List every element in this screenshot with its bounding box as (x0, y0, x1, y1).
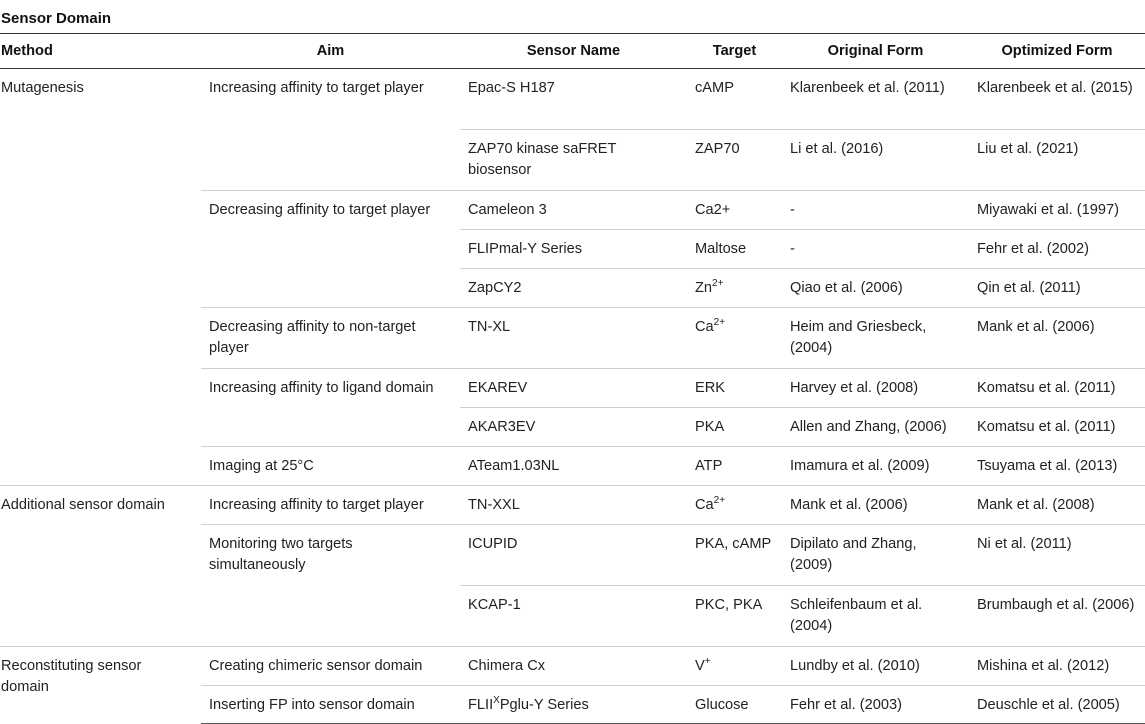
sensor-cell: ZAP70 kinase saFRET biosensor (468, 141, 617, 178)
target-superscript: + (704, 656, 711, 667)
method-cell: Mutagenesis (1, 80, 84, 96)
header-optimized-form: Optimized Form (969, 34, 1145, 69)
sensor-cell: KCAP-1 (468, 597, 521, 613)
header-aim: Aim (201, 34, 460, 69)
original-cell: Li et al. (2016) (790, 141, 884, 157)
original-cell: - (790, 202, 795, 218)
aim-cell: Imaging at 25°C (209, 458, 314, 474)
optimized-cell: Miyawaki et al. (1997) (977, 202, 1119, 218)
target-cell: cAMP (695, 80, 734, 96)
original-cell: Imamura et al. (2009) (790, 458, 930, 474)
aim-cell: Increasing affinity to target player (209, 497, 424, 513)
optimized-cell: Klarenbeek et al. (2015) (977, 80, 1133, 96)
aim-cell: Monitoring two targets simultaneously (209, 536, 353, 573)
target-cell: PKC, PKA (695, 597, 763, 613)
optimized-cell: Fehr et al. (2002) (977, 241, 1089, 257)
sensor-domain-table (0, 33, 1145, 724)
method-cell: Reconstituting sensor domain (1, 658, 142, 695)
sensor-cell: TN-XL (468, 319, 511, 335)
target-text: Zn (695, 280, 713, 296)
original-cell: Dipilato and Zhang, (2009) (790, 536, 917, 573)
optimized-cell: Mishina et al. (2012) (977, 658, 1110, 674)
aim-cell: Inserting FP into sensor domain (201, 686, 460, 724)
original-cell: Lundby et al. (2010) (790, 658, 920, 674)
sensor-text-suffix: Pglu-Y Series (499, 697, 589, 713)
table-title: Sensor Domain (1, 10, 112, 27)
aim-cell: Decreasing affinity to non-target player (209, 319, 416, 356)
target-text: V (695, 658, 705, 674)
target-cell: ZAP70 (695, 141, 740, 157)
method-cell: Additional sensor domain (1, 497, 165, 513)
sensor-cell: FLIPmal-Y Series (468, 241, 583, 257)
optimized-cell: Komatsu et al. (2011) (977, 380, 1116, 396)
original-cell: Heim and Griesbeck, (2004) (790, 319, 927, 356)
target-cell (687, 308, 782, 369)
target-cell (687, 269, 782, 308)
target-cell: PKA (695, 419, 725, 435)
sensor-cell: Cameleon 3 (468, 202, 547, 218)
sensor-cell: Chimera Cx (468, 658, 546, 674)
optimized-cell: Komatsu et al. (2011) (977, 419, 1116, 435)
sensor-cell (460, 686, 687, 724)
target-cell: ATP (695, 458, 723, 474)
optimized-cell: Ni et al. (2011) (977, 536, 1072, 552)
original-cell: Schleifenbaum et al. (2004) (790, 597, 923, 634)
aim-cell: Increasing affinity to ligand domain (209, 380, 434, 396)
target-cell (687, 647, 782, 686)
sensor-cell: EKAREV (468, 380, 528, 396)
sensor-cell: Epac-S H187 (468, 80, 555, 96)
optimized-cell: Mank et al. (2008) (977, 497, 1095, 513)
original-cell: Klarenbeek et al. (2011) (790, 80, 945, 96)
original-cell: Mank et al. (2006) (790, 497, 908, 513)
table-row (0, 486, 1145, 525)
target-superscript: 2+ (712, 278, 724, 289)
optimized-cell: Brumbaugh et al. (2006) (977, 597, 1135, 613)
optimized-cell: Deuschle et al. (2005) (969, 686, 1145, 724)
target-cell: Ca2+ (695, 202, 731, 218)
header-row (0, 34, 1145, 69)
original-cell: Harvey et al. (2008) (790, 380, 919, 396)
target-superscript: 2+ (713, 317, 726, 328)
sensor-text: FLII (468, 697, 494, 713)
target-cell (687, 486, 782, 525)
sensor-cell: ICUPID (468, 536, 518, 552)
aim-cell: Increasing affinity to target player (209, 80, 424, 96)
aim-cell: Decreasing affinity to target player (209, 202, 431, 218)
header-method: Method (0, 34, 201, 69)
optimized-cell: Mank et al. (2006) (977, 319, 1095, 335)
sensor-cell: TN-XXL (468, 497, 520, 513)
target-text: Ca (695, 319, 714, 335)
target-text: Ca (695, 497, 714, 513)
target-cell: Maltose (695, 241, 747, 257)
target-cell: Glucose (687, 686, 782, 724)
sensor-superscript: X (493, 695, 500, 706)
target-cell: PKA, cAMP (695, 536, 772, 552)
target-superscript: 2+ (713, 495, 726, 506)
table-row (0, 69, 1145, 130)
header-original-form: Original Form (782, 34, 969, 69)
original-cell: Qiao et al. (2006) (790, 280, 903, 296)
original-cell: - (790, 241, 795, 257)
header-target: Target (687, 34, 782, 69)
original-cell: Allen and Zhang, (2006) (790, 419, 947, 435)
header-sensor-name: Sensor Name (460, 34, 687, 69)
optimized-cell: Qin et al. (2011) (977, 280, 1081, 296)
sensor-cell: ZapCY2 (468, 280, 522, 296)
optimized-cell: Tsuyama et al. (2013) (977, 458, 1118, 474)
sensor-cell: ATeam1.03NL (468, 458, 560, 474)
sensor-cell: AKAR3EV (468, 419, 536, 435)
table-row (0, 647, 1145, 686)
aim-cell: Creating chimeric sensor domain (209, 658, 423, 674)
optimized-cell: Liu et al. (2021) (977, 141, 1079, 157)
original-cell: Fehr et al. (2003) (782, 686, 969, 724)
target-cell: ERK (695, 380, 726, 396)
